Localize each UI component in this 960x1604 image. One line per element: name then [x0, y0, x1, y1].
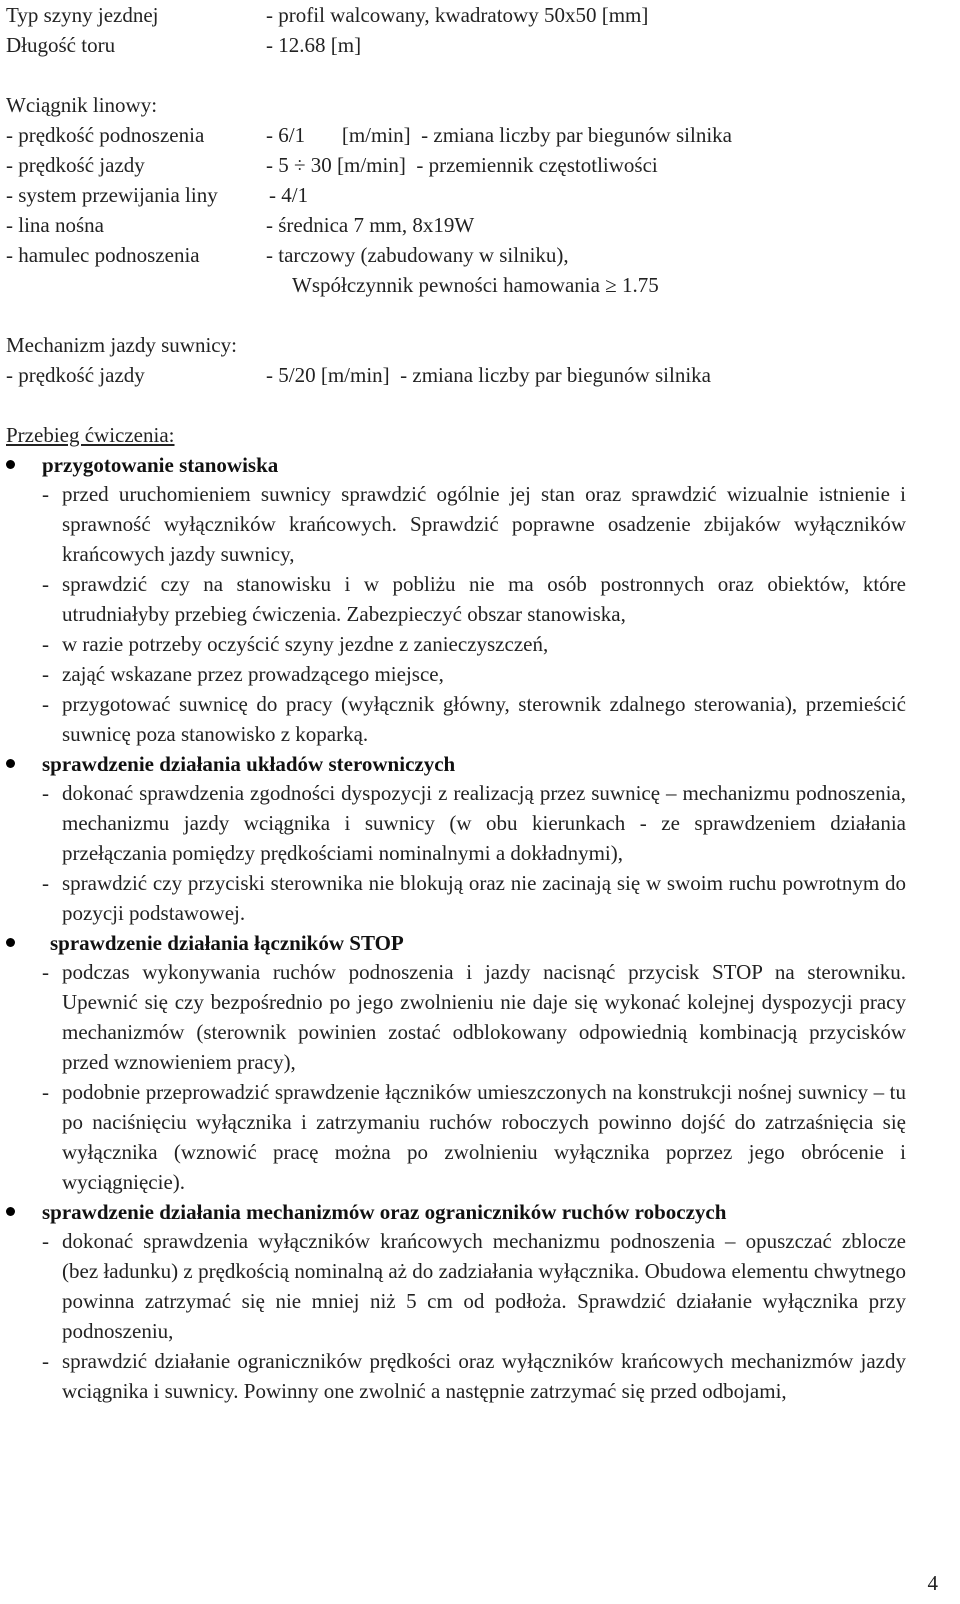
spec-label: - prędkość podnoszenia	[6, 123, 205, 147]
spec-row	[6, 150, 906, 180]
spec-value: - 5 ÷ 30 [m/min] - przemiennik częstotliwości	[266, 153, 658, 177]
list-item: - dokonać sprawdzenia zgodności dyspozycji z realizacją przez suwnicę – mechanizmu podnoszenia, mechanizmu jazdy wciągnika i suwnicy (w obu kierunkach - ze sprawdzeniem działania przełączania pomiędzy prędkościami nominalnymi a dokładnymi),	[42, 778, 906, 868]
item-text: przygotować suwnicę do pracy (wyłącznik główny, sterownik zdalnego sterowania), przemieścić suwnicę poza stanowisko z koparką.	[62, 692, 906, 746]
list-item: - przed uruchomieniem suwnicy sprawdzić ogólnie jej stan oraz sprawdzić wizualnie istnienie i sprawność wyłączników krańcowych. Sprawdzić poprawne osadzenie zbijaków wyłączników krańcowych jazdy suwnicy,	[42, 479, 906, 569]
spec-row	[6, 180, 906, 210]
list-item: - przygotować suwnicę do pracy (wyłącznik główny, sterownik zdalnego sterowania), przemieścić suwnicę poza stanowisko z koparką.	[42, 689, 906, 749]
spec-value: - 4/1	[269, 183, 309, 207]
section-title: sprawdzenie działania układów sterowniczych	[42, 752, 456, 776]
spec-block-top	[6, 0, 906, 60]
section-title: sprawdzenie działania łączników STOP	[50, 931, 404, 955]
procedure-section	[6, 928, 906, 1197]
bullet-icon	[6, 1207, 15, 1216]
spec-value: - 12.68 [m]	[266, 33, 362, 57]
item-text: podobnie przeprowadzić sprawdzenie łączników umieszczonych na konstrukcji nośnej suwnicy – tu po naciśnięciu wyłącznika i zatrzymaniu ruchów roboczych powinno dojść do zatrzaśnięcia się wyłącznika (wznowić pracę można po zwolnieniu wyłącznika poprzez jego obrócenie i wyciągnięcie).	[62, 1080, 906, 1194]
hoist-title: Wciągnik linowy:	[6, 93, 158, 117]
list-item: - zająć wskazane przez prowadzącego miejsce,	[42, 659, 906, 689]
spec-value: - 5/20 [m/min] - zmiana liczby par biegunów silnika	[266, 363, 711, 387]
spec-label: - lina nośna	[6, 213, 104, 237]
spec-label: - prędkość jazdy	[6, 363, 145, 387]
bullet-icon	[6, 938, 15, 947]
spec-label: Typ szyny jezdnej	[6, 3, 159, 27]
spec-label: Długość toru	[6, 33, 116, 57]
list-item: - sprawdzić czy przyciski sterownika nie blokują oraz nie zacinają się w swoim ruchu powrotnym do pozycji podstawowej.	[42, 868, 906, 928]
section-title: sprawdzenie działania mechanizmów oraz ograniczników ruchów roboczych	[42, 1200, 727, 1224]
list-item: - podobnie przeprowadzić sprawdzenie łączników umieszczonych na konstrukcji nośnej suwnicy – tu po naciśnięciu wyłącznika i zatrzymaniu ruchów roboczych powinno dojść do zatrzaśnięcia się wyłącznika (wznowić pracę można po zwolnieniu wyłącznika poprzez jego obrócenie i wyciągnięcie).	[42, 1077, 906, 1197]
list-item: - sprawdzić działanie ograniczników prędkości oraz wyłączników krańcowych mechanizmów jazdy wciągnika i suwnicy. Powinny one zwolnić a następnie zatrzymać się przed odbojami,	[42, 1346, 906, 1406]
spec-value: - 6/1 [m/min] - zmiana liczby par biegunów silnika	[266, 123, 732, 147]
spec-row	[6, 30, 906, 60]
spec-row	[6, 120, 906, 150]
item-text: zająć wskazane przez prowadzącego miejsce,	[62, 662, 444, 686]
bullet-icon	[6, 460, 15, 469]
item-text: przed uruchomieniem suwnicy sprawdzić ogólnie jej stan oraz sprawdzić wizualnie istnienie i sprawność wyłączników krańcowych. Sprawdzić poprawne osadzenie zbijaków wyłączników krańcowych jazdy suwnicy,	[62, 482, 906, 566]
list-item: - dokonać sprawdzenia wyłączników krańcowych mechanizmu podnoszenia – opuszczać zblocze (bez ładunku) z prędkością nominalną aż do zadziałania wyłącznika. Obudowa elementu chwytnego powinna zatrzymać się nie mniej niż 5 cm od podłoża. Sprawdzić działanie wyłącznika przy podnoszeniu,	[42, 1226, 906, 1346]
section-title: przygotowanie stanowiska	[42, 453, 279, 477]
item-text: dokonać sprawdzenia wyłączników krańcowych mechanizmu podnoszenia – opuszczać zblocze (bez ładunku) z prędkością nominalną aż do zadziałania wyłącznika. Obudowa elementu chwytnego powinna zatrzymać się nie mniej niż 5 cm od podłoża. Sprawdzić działanie wyłącznika przy podnoszeniu,	[62, 1229, 906, 1343]
procedure-section	[6, 749, 906, 928]
procedure-heading: Przebieg ćwiczenia:	[6, 423, 175, 447]
spec-label: - hamulec podnoszenia	[6, 243, 200, 267]
spec-label: - prędkość jazdy	[6, 153, 145, 177]
item-text: podczas wykonywania ruchów podnoszenia i jazdy nacisnąć przycisk STOP na sterowniku. Upewnić się czy bezpośrednio po jego zwolnieniu nie daje się wykonać kolejnej dyspozycji pracy mechanizmów (sterownik powinien zostać odblokowany odpowiednią kombinacją przycisków przed wznowieniem pracy),	[62, 960, 906, 1074]
item-text: dokonać sprawdzenia zgodności dyspozycji z realizacją przez suwnicę – mechanizmu podnoszenia, mechanizmu jazdy wciągnika i suwnicy (w obu kierunkach - ze sprawdzeniem działania przełączania pomiędzy prędkościami nominalnymi a dokładnymi),	[62, 781, 906, 865]
list-item: - w razie potrzeby oczyścić szyny jezdne z zanieczyszczeń,	[42, 629, 906, 659]
item-text: w razie potrzeby oczyścić szyny jezdne z zanieczyszczeń,	[62, 632, 549, 656]
spec-row	[6, 240, 906, 270]
spec-value: - tarczowy (zabudowany w silniku),	[266, 243, 569, 267]
spec-row	[6, 210, 906, 240]
bullet-icon	[6, 759, 15, 768]
item-text: sprawdzić czy przyciski sterownika nie blokują oraz nie zacinają się w swoim ruchu powrotnym do pozycji podstawowej.	[62, 871, 906, 925]
spec-value: - średnica 7 mm, 8x19W	[266, 213, 475, 237]
spec-row	[6, 360, 906, 390]
page-number: 4	[927, 1571, 938, 1595]
item-text: sprawdzić działanie ograniczników prędkości oraz wyłączników krańcowych mechanizmów jazdy wciągnika i suwnicy. Powinny one zwolnić a następnie zatrzymać się przed odbojami,	[62, 1349, 906, 1403]
procedure-section	[6, 1197, 906, 1406]
crane-travel-title: Mechanizm jazdy suwnicy:	[6, 333, 237, 357]
procedure-section	[6, 450, 906, 749]
spec-row	[6, 0, 906, 30]
item-text: sprawdzić czy na stanowisku i w pobliżu nie ma osób postronnych oraz obiektów, które utrudniałyby przebieg ćwiczenia. Zabezpieczyć obszar stanowiska,	[62, 572, 906, 626]
crane-travel-spec-block	[6, 330, 906, 390]
list-item: - podczas wykonywania ruchów podnoszenia i jazdy nacisnąć przycisk STOP na sterowniku. Upewnić się czy bezpośrednio po jego zwolnieniu nie daje się wykonać kolejnej dyspozycji pracy mechanizmów (sterownik powinien zostać odblokowany odpowiednią kombinacją przycisków przed wznowieniem pracy),	[42, 957, 906, 1077]
spec-value: - profil walcowany, kwadratowy 50x50 [mm]	[266, 3, 649, 27]
hoist-spec-block	[6, 90, 906, 300]
spec-continuation: Współczynnik pewności hamowania ≥ 1.75	[292, 273, 659, 297]
document-page	[6, 0, 906, 1406]
list-item: - sprawdzić czy na stanowisku i w pobliżu nie ma osób postronnych oraz obiektów, które utrudniałyby przebieg ćwiczenia. Zabezpieczyć obszar stanowiska,	[42, 569, 906, 629]
spec-label: - system przewijania liny	[6, 183, 218, 207]
